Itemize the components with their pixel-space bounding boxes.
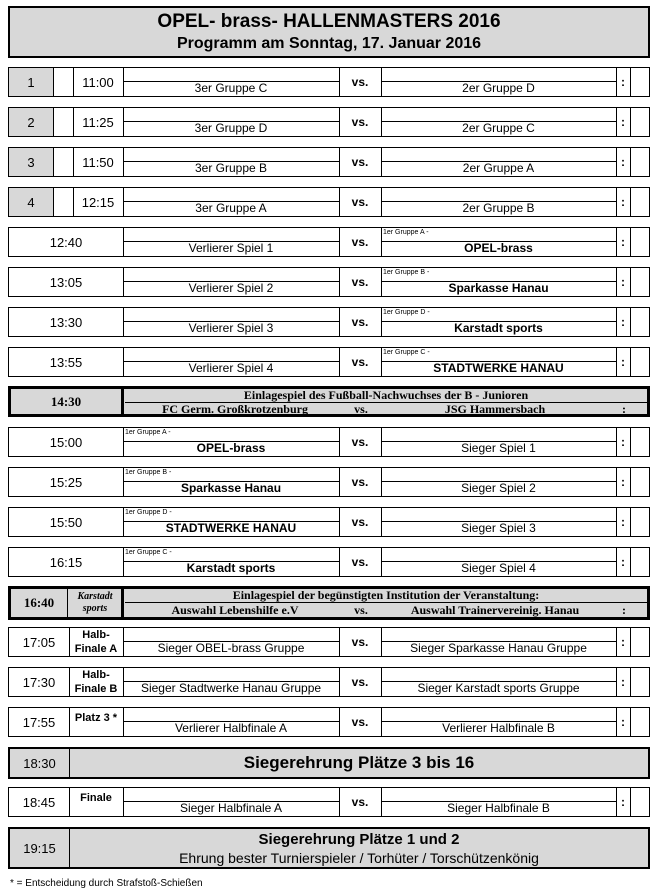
- game-row: [8, 267, 650, 297]
- special2-away-team: Auswahl Trainervereinig. Hanau: [410, 603, 580, 617]
- home-team: Verlierer Halbfinale A: [174, 721, 288, 735]
- home-team: 3er Gruppe B: [194, 161, 268, 175]
- score-colon: :: [621, 155, 625, 169]
- score-colon: :: [621, 355, 625, 369]
- special-game-juniors: [8, 386, 650, 417]
- away-group-label: 1er Gruppe D -: [383, 309, 430, 316]
- home-group-label: 1er Gruppe B -: [125, 469, 172, 476]
- away-team: Sieger Halbfinale B: [447, 801, 550, 815]
- vs-label: vs.: [351, 315, 369, 329]
- round-label-2: Finale A: [74, 643, 118, 655]
- ceremony-places-1-2: [8, 827, 650, 869]
- game-time: 13:55: [49, 354, 83, 370]
- score-colon: :: [621, 435, 625, 449]
- game-time: 15:00: [49, 434, 83, 450]
- special2-title: Einlagespiel der begünstigten Institution der Veranstaltung:: [232, 588, 540, 602]
- vs-label: vs.: [351, 195, 369, 209]
- score-colon: :: [621, 315, 625, 329]
- game-time: 11:00: [82, 74, 114, 90]
- home-team: Verlierer Spiel 2: [188, 281, 274, 295]
- page-subtitle: Programm am Sonntag, 17. Januar 2016: [176, 35, 482, 52]
- ceremony2-line2: Ehrung bester Turnierspieler / Torhüter / Torschützenkönig: [179, 850, 539, 866]
- special-time: 14:30: [50, 393, 82, 409]
- round-label: Halb-: [82, 629, 110, 641]
- score-colon: :: [621, 275, 625, 289]
- vs-label: vs.: [351, 795, 369, 809]
- score-colon: :: [621, 795, 625, 809]
- away-team: 2er Gruppe C: [462, 121, 535, 135]
- home-team: Verlierer Spiel 3: [188, 321, 274, 335]
- round-label: Platz 3 *: [74, 712, 118, 724]
- game-row: [8, 507, 650, 537]
- away-team: 2er Gruppe B: [462, 201, 535, 215]
- away-group-label: 1er Gruppe C -: [383, 349, 430, 356]
- score-colon: :: [621, 515, 625, 529]
- game-time: 15:25: [49, 474, 83, 490]
- away-team: OPEL-brass: [464, 241, 533, 255]
- game-time: 13:05: [49, 274, 83, 290]
- game-row: [8, 147, 650, 177]
- ceremony2-line1: Siegerehrung Plätze 1 und 2: [258, 831, 460, 848]
- game-time: 16:15: [49, 554, 83, 570]
- home-team: Sieger OBEL-brass Gruppe: [157, 641, 305, 655]
- special2-sub2: sports: [82, 603, 108, 614]
- score-colon: :: [621, 195, 625, 209]
- vs-label: vs.: [351, 355, 369, 369]
- game-number: 3: [9, 148, 53, 176]
- away-team: 2er Gruppe D: [462, 81, 535, 95]
- score-colon: :: [621, 715, 625, 729]
- score-colon: :: [621, 235, 625, 249]
- ceremony1-time: 18:30: [10, 749, 70, 777]
- away-team: Sparkasse Hanau: [448, 281, 549, 295]
- vs-label: vs.: [351, 75, 369, 89]
- ceremony-places-3-16: [8, 747, 650, 779]
- game-row: [8, 347, 650, 377]
- away-team: Sieger Spiel 3: [461, 521, 536, 535]
- vs-label: vs.: [351, 155, 369, 169]
- round-label: Halb-: [82, 669, 110, 681]
- game-row: [8, 667, 650, 697]
- game-number: 2: [9, 108, 53, 136]
- special2-score-colon: :: [622, 603, 626, 617]
- game-time: 17:55: [22, 714, 56, 730]
- home-group-label: 1er Gruppe D -: [125, 509, 172, 516]
- away-team: Sieger Karstadt sports Gruppe: [417, 681, 580, 695]
- away-team: Sieger Spiel 1: [461, 441, 536, 455]
- special-away-team: JSG Hammersbach: [444, 402, 546, 416]
- round-label-2: Finale B: [74, 683, 118, 695]
- game-number: 4: [9, 188, 53, 216]
- game-row: [8, 547, 650, 577]
- game-time: 12:40: [49, 234, 83, 250]
- home-group-label: 1er Gruppe C -: [125, 549, 172, 556]
- round-label: Finale: [80, 792, 112, 804]
- footnote: * = Entscheidung durch Strafstoß-Schießen: [10, 878, 203, 889]
- special2-home-team: Auswahl Lebenshilfe e.V: [171, 603, 299, 617]
- game-row: [8, 467, 650, 497]
- special2-sub1: Karstadt: [77, 591, 113, 602]
- game-time: 11:25: [82, 114, 114, 130]
- vs-label: vs.: [351, 715, 369, 729]
- special-score-colon: :: [622, 402, 626, 416]
- score-colon: :: [621, 75, 625, 89]
- vs-label: vs.: [351, 475, 369, 489]
- score-colon: :: [621, 115, 625, 129]
- schedule-header: [8, 6, 650, 58]
- special-home-team: FC Germ. Großkrotzenburg: [162, 402, 308, 416]
- special-title: Einlagespiel des Fußball-Nachwuchses der B - Junioren: [243, 388, 529, 402]
- away-team: Sieger Spiel 2: [461, 481, 536, 495]
- home-team: STADTWERKE HANAU: [165, 521, 297, 535]
- home-team: 3er Gruppe D: [194, 121, 268, 135]
- game-time: 12:15: [81, 194, 115, 210]
- game-time: 13:30: [49, 314, 83, 330]
- game-row: [8, 187, 650, 217]
- game-time: 18:45: [22, 794, 56, 810]
- vs-label: vs.: [351, 275, 369, 289]
- home-team: Karstadt sports: [186, 561, 276, 575]
- away-team: STADTWERKE HANAU: [433, 361, 564, 375]
- game-row: [8, 227, 650, 257]
- home-team: OPEL-brass: [196, 441, 266, 455]
- home-team: Sparkasse Hanau: [180, 481, 282, 495]
- vs-label: vs.: [351, 675, 369, 689]
- vs-label: vs.: [351, 115, 369, 129]
- game-row: [8, 427, 650, 457]
- home-group-label: 1er Gruppe A -: [125, 429, 171, 436]
- away-team: Karstadt sports: [454, 321, 543, 335]
- game-row: [8, 107, 650, 137]
- game-number: 1: [9, 68, 53, 96]
- vs-label: vs.: [351, 555, 369, 569]
- vs-label: vs.: [351, 635, 369, 649]
- score-colon: :: [621, 675, 625, 689]
- away-team: 2er Gruppe A: [462, 161, 535, 175]
- game-row: [8, 627, 650, 657]
- game-time: 11:50: [82, 154, 114, 170]
- game-row: [8, 707, 650, 737]
- game-row: [8, 787, 650, 817]
- home-team: Sieger Halbfinale A: [179, 801, 283, 815]
- page-title: OPEL- brass- HALLENMASTERS 2016: [157, 11, 501, 32]
- game-row: [8, 67, 650, 97]
- home-team: 3er Gruppe A: [195, 201, 267, 215]
- away-team: Verlierer Halbfinale B: [442, 721, 555, 735]
- score-colon: :: [621, 475, 625, 489]
- score-colon: :: [621, 555, 625, 569]
- game-time: 17:05: [22, 634, 56, 650]
- score-colon: :: [621, 635, 625, 649]
- home-team: Verlierer Spiel 4: [188, 361, 274, 375]
- vs-label: vs.: [351, 235, 369, 249]
- away-team: Sieger Sparkasse Hanau Gruppe: [410, 641, 587, 655]
- vs-label: vs.: [351, 515, 369, 529]
- home-team: 3er Gruppe C: [194, 81, 268, 95]
- ceremony1-text: Siegerehrung Plätze 3 bis 16: [243, 753, 475, 772]
- special-game-charity: [8, 586, 650, 620]
- home-team: Sieger Stadtwerke Hanau Gruppe: [140, 681, 322, 695]
- away-team: Sieger Spiel 4: [461, 561, 536, 575]
- game-time: 15:50: [49, 514, 83, 530]
- ceremony2-time: 19:15: [10, 829, 70, 867]
- special2-vs: vs.: [354, 603, 368, 617]
- home-team: Verlierer Spiel 1: [188, 241, 274, 255]
- game-row: [8, 307, 650, 337]
- special-vs: vs.: [354, 402, 368, 416]
- away-group-label: 1er Gruppe A -: [383, 229, 429, 236]
- away-group-label: 1er Gruppe B -: [383, 269, 430, 276]
- game-time: 17:30: [22, 674, 56, 690]
- special2-time: 16:40: [23, 595, 55, 610]
- vs-label: vs.: [351, 435, 369, 449]
